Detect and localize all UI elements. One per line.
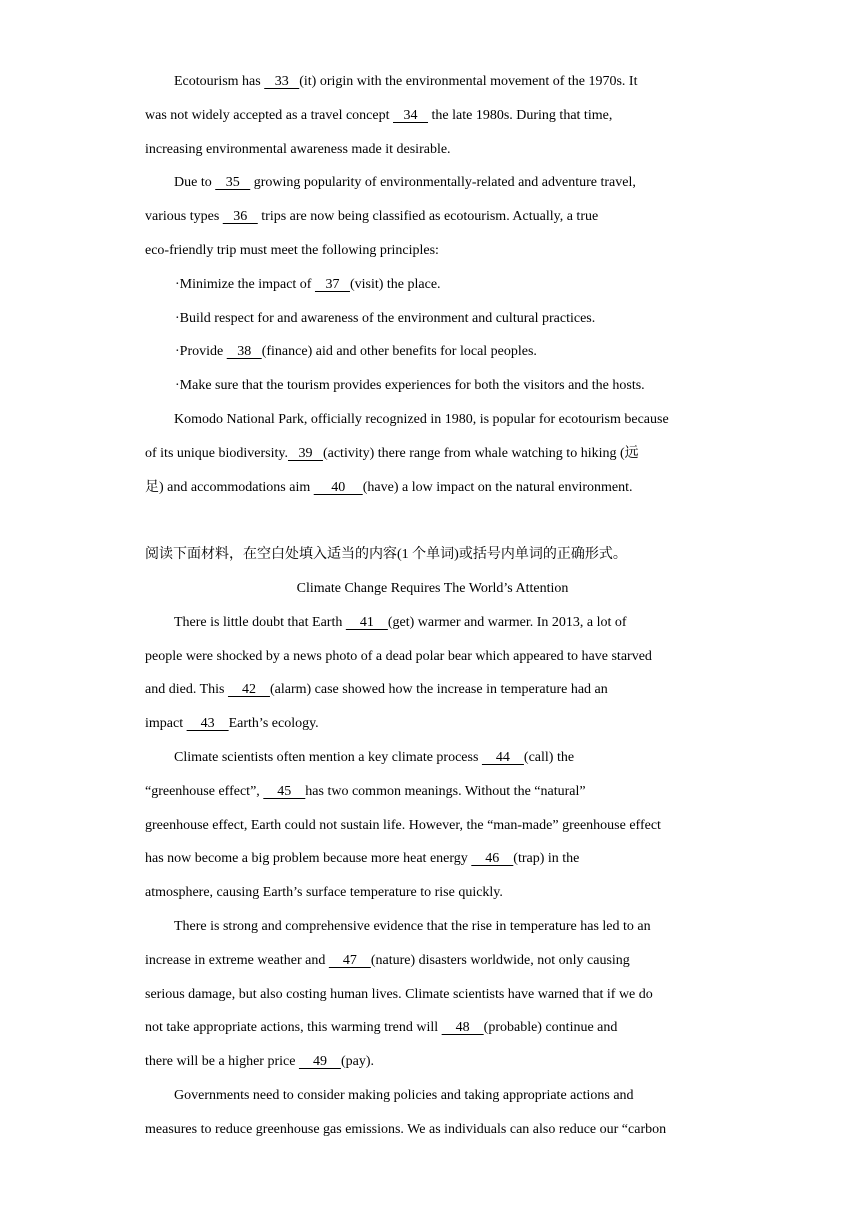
text-segment: eco-friendly trip must meet the following principles:: [145, 242, 439, 258]
text-segment: (trap) in the: [513, 851, 580, 867]
text-segment: (visit) the place.: [349, 276, 441, 292]
answer-blank: 45: [263, 783, 306, 799]
text-segment: growing popularity of environmentally-related and adventure travel,: [250, 175, 636, 191]
answer-blank: 39: [287, 445, 323, 461]
text-line: [145, 876, 720, 910]
text-segment: Ecotourism has: [174, 74, 265, 89]
text-segment: not take appropriate actions, this warming trend will: [145, 1020, 442, 1036]
text-segment: (call) the: [523, 749, 575, 765]
text-line: [145, 335, 720, 369]
text-segment: greenhouse effect, Earth could not sustain life. However, the “man-made” greenhouse effect: [145, 817, 661, 833]
text-segment: various types: [145, 209, 223, 225]
text-line: [145, 403, 720, 437]
text-line: [145, 133, 720, 167]
text-segment: ·Make sure that the tourism provides experiences for both the visitors and the hosts.: [175, 378, 645, 394]
text-segment: “greenhouse effect”,: [145, 783, 264, 799]
text-segment: 阅读下面材料，在空白处填入适当的内容(1 个单词)或括号内单词的正确形式。: [145, 547, 627, 563]
text-segment: (have) a low impact on the natural environment.: [362, 479, 633, 495]
text-line: [145, 65, 720, 99]
text-line: [145, 1113, 720, 1147]
text-segment: (pay).: [340, 1054, 374, 1070]
text-segment: was not widely accepted as a travel concept: [145, 107, 394, 123]
text-segment: Climate scientists often mention a key climate process: [174, 749, 482, 765]
text-segment: There is strong and comprehensive evidence that the rise in temperature has led to an: [174, 918, 651, 934]
text-line: [145, 673, 720, 707]
text-line: [145, 978, 720, 1012]
text-segment: impact: [145, 716, 187, 732]
text-line: [145, 437, 720, 471]
text-line: [145, 944, 720, 978]
text-line: [145, 471, 720, 505]
text-line: [145, 234, 720, 268]
text-line: [145, 640, 720, 674]
passage-title: [145, 572, 720, 606]
text-segment: (get) warmer and warmer. In 2013, a lot of: [387, 614, 627, 630]
text-line: [145, 809, 720, 843]
text-segment: increasing environmental awareness made it desirable.: [145, 141, 451, 157]
text-segment: there will be a higher price: [145, 1054, 299, 1070]
text-line: [145, 166, 720, 200]
answer-blank: 42: [227, 682, 270, 698]
text-segment: increase in extreme weather and: [145, 952, 329, 968]
text-line: [145, 707, 720, 741]
text-segment: Earth’s ecology.: [228, 716, 319, 732]
text-segment: people were shocked by a news photo of a dead polar bear which appeared to have starved: [145, 648, 652, 664]
answer-blank: 46: [471, 851, 514, 867]
text-segment: (it) origin with the environmental movement of the 1970s. It: [299, 74, 638, 89]
text-segment: (alarm) case showed how the increase in temperature had an: [269, 682, 608, 698]
answer-blank: 38: [226, 344, 262, 360]
text-segment: Due to: [174, 175, 216, 191]
answer-blank: 48: [441, 1020, 484, 1036]
text-line: [145, 369, 720, 403]
instruction-line: [145, 538, 720, 572]
answer-blank: 36: [222, 209, 258, 225]
text-segment: Governments need to consider making policies and taking appropriate actions and: [174, 1087, 634, 1103]
answer-blank: 37: [314, 276, 350, 292]
text-line: [145, 910, 720, 944]
text-segment: serious damage, but also costing human lives. Climate scientists have warned that if we do: [145, 986, 653, 1002]
text-segment: ·Provide: [175, 344, 227, 360]
text-line: [145, 1045, 720, 1079]
answer-blank: 43: [186, 716, 229, 732]
text-segment: measures to reduce greenhouse gas emissions. We as individuals can also reduce our “carbon: [145, 1121, 667, 1137]
text-segment: trips are now being classified as ecotourism. Actually, a true: [257, 209, 599, 225]
text-line: [145, 1079, 720, 1113]
text-line: [145, 99, 720, 133]
text-segment: ·Minimize the impact of: [175, 276, 315, 292]
text-line: [145, 268, 720, 302]
text-segment: Climate Change Requires The World’s Attention: [296, 580, 569, 596]
text-segment: the late 1980s. During that time,: [428, 107, 613, 123]
text-segment: (finance) aid and other benefits for local peoples.: [261, 344, 537, 360]
text-line: [145, 200, 720, 234]
text-line: [145, 606, 720, 640]
text-line: [145, 302, 720, 336]
answer-blank: 35: [215, 175, 251, 191]
answer-blank: 34: [393, 107, 429, 123]
answer-blank: 49: [298, 1054, 341, 1070]
answer-blank: 47: [328, 952, 371, 968]
text-segment: There is little doubt that Earth: [174, 614, 346, 630]
text-line: [145, 775, 720, 809]
text-segment: atmosphere, causing Earth’s surface temperature to rise quickly.: [145, 885, 503, 901]
text-line: [145, 842, 720, 876]
text-segment: (probable) continue and: [483, 1020, 618, 1036]
text-segment: (activity) there range from whale watching to hiking (远: [322, 445, 639, 461]
text-line: [145, 741, 720, 775]
answer-blank: 33: [264, 74, 300, 89]
text-segment: has two common meanings. Without the “natural”: [305, 783, 586, 799]
answer-blank: 41: [345, 614, 388, 630]
text-segment: Komodo National Park, officially recognized in 1980, is popular for ecotourism because: [174, 411, 669, 427]
text-segment: has now become a big problem because more heat energy: [145, 851, 472, 867]
text-segment: and died. This: [145, 682, 228, 698]
text-segment: ·Build respect for and awareness of the environment and cultural practices.: [175, 310, 596, 326]
text-segment: 足) and accommodations aim: [145, 479, 314, 495]
text-segment: (nature) disasters worldwide, not only causing: [370, 952, 630, 968]
answer-blank: 40: [313, 479, 363, 495]
answer-blank: 44: [481, 749, 524, 765]
text-line: [145, 1011, 720, 1045]
text-segment: of its unique biodiversity.: [145, 445, 288, 461]
document-body: [145, 65, 720, 1147]
